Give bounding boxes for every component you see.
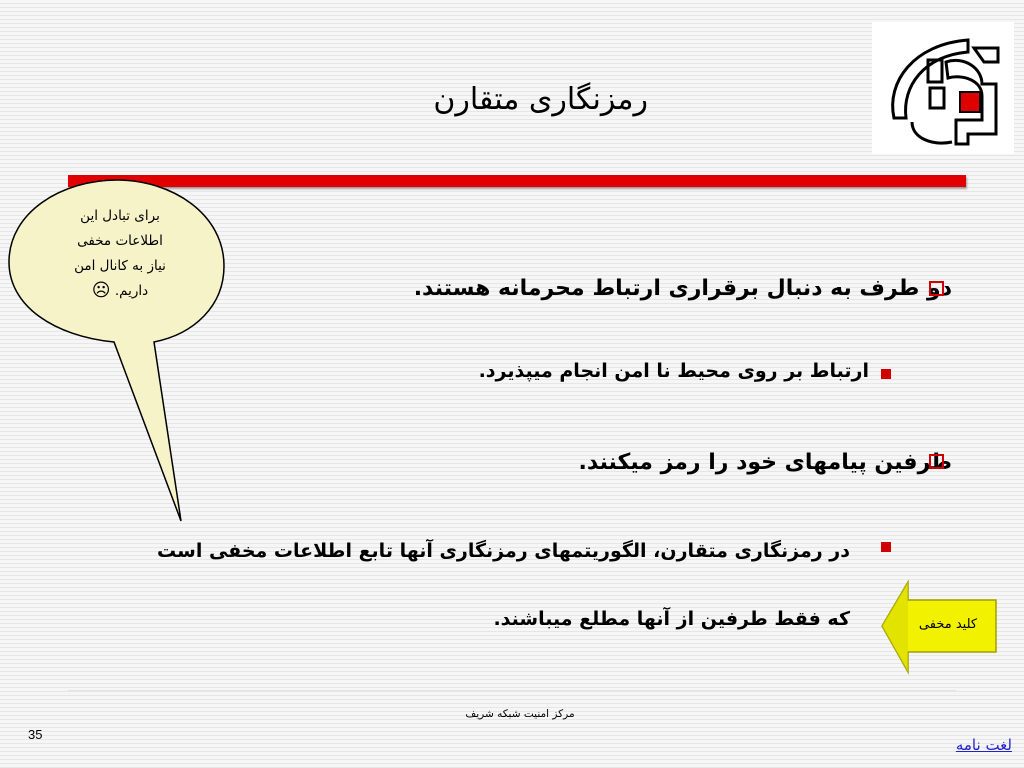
bullet-item (312, 450, 952, 475)
speech-bubble-callout (4, 176, 230, 526)
sub-bullet-item (52, 514, 952, 656)
sad-face-icon: ☹ (91, 280, 111, 301)
callout-text (46, 204, 194, 304)
filled-square-bullet-icon (881, 369, 891, 379)
hollow-square-bullet-icon (929, 281, 944, 296)
footer-text: مرکز امنیت شبکه شریف (465, 708, 575, 720)
bullet-text: ارتباط بر روی محیط نا امن انجام میپذیرد. (478, 360, 869, 382)
callout-line (46, 279, 194, 304)
callout-line: نیاز به کانال امن (74, 258, 166, 274)
secret-key-arrow-button[interactable] (878, 580, 1000, 676)
glossary-link[interactable]: لغت نامه (955, 736, 1012, 754)
sharif-logo-icon (872, 22, 1014, 154)
bullet-text: طرفین پیامهای خود را رمز میکنند. (578, 450, 952, 475)
bullet-text: که فقط طرفین از آنها مطلع میباشند. (493, 608, 850, 630)
bullet-text: دو طرف به دنبال برقراری ارتباط محرمانه هستند. (413, 276, 952, 301)
arrow-button-label: کلید مخفی (918, 617, 978, 632)
hollow-square-bullet-icon (929, 454, 944, 469)
logo (872, 22, 1014, 154)
callout-line-text: داریم. (114, 283, 149, 299)
page-number: 35 (28, 727, 43, 742)
slide-title: رمزنگاری متقارن (433, 82, 648, 117)
bullet-item (312, 276, 952, 301)
filled-square-bullet-icon (881, 542, 891, 552)
callout-line: برای تبادل این (80, 208, 160, 224)
callout-line: اطلاعات مخفی (77, 233, 163, 249)
sub-bullet-item (229, 360, 869, 382)
footer-divider (68, 690, 956, 691)
bullet-text: در رمزنگاری متقارن، الگوریتمهای رمزنگاری آنها تابع اطلاعات مخفی است (157, 540, 850, 562)
